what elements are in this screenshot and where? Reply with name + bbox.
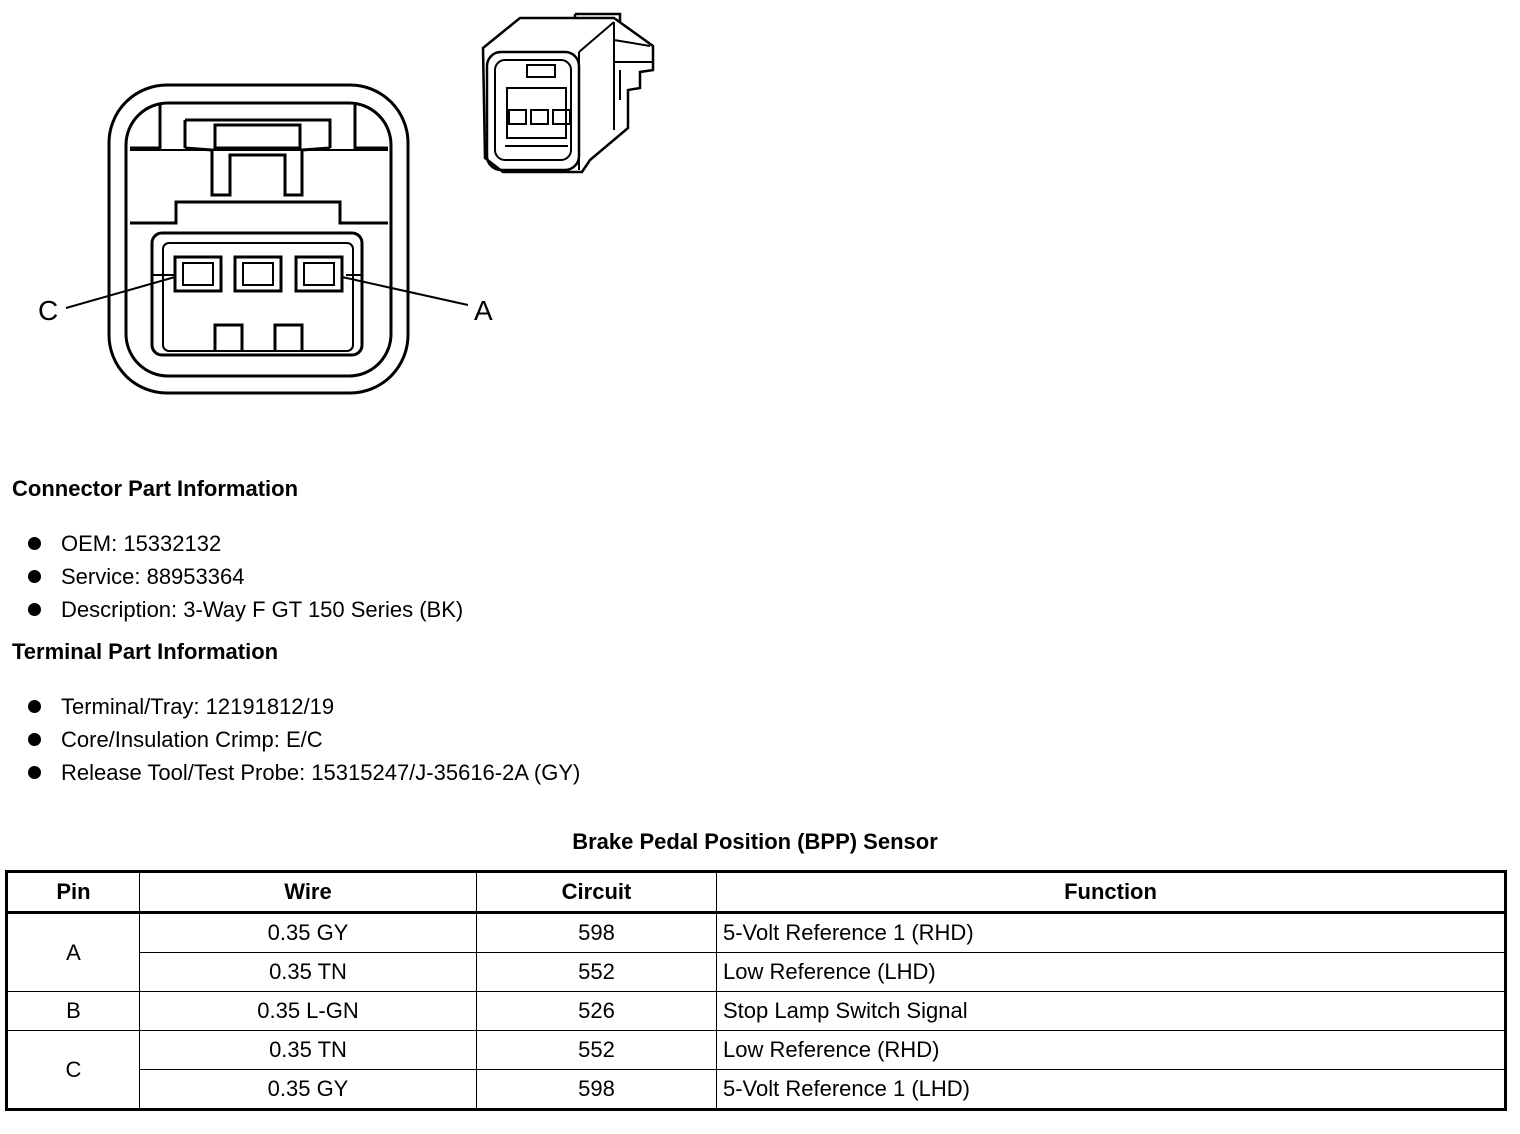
- connector-info-oem: OEM: 15332132: [61, 531, 222, 556]
- connector-info-heading: Connector Part Information: [12, 476, 299, 501]
- wire-cell: 0.35 GY: [140, 913, 477, 953]
- bullet-icon: [28, 537, 41, 550]
- pin-a-callout: A: [474, 295, 493, 326]
- wire-cell: 0.35 TN: [140, 953, 477, 992]
- table-title: Brake Pedal Position (BPP) Sensor: [572, 829, 938, 854]
- table-row: [7, 1070, 1506, 1110]
- function-cell: 5-Volt Reference 1 (RHD): [717, 913, 1506, 953]
- function-cell: 5-Volt Reference 1 (LHD): [717, 1070, 1506, 1110]
- table-row: [7, 992, 1506, 1031]
- terminal-info-list: [28, 690, 580, 789]
- pinout-table: [5, 870, 1507, 1111]
- header-wire: Wire: [140, 872, 477, 913]
- function-cell: Stop Lamp Switch Signal: [717, 992, 1506, 1031]
- terminal-info-crimp: Core/Insulation Crimp: E/C: [61, 727, 323, 752]
- circuit-cell: 526: [477, 992, 717, 1031]
- connector-info-service: Service: 88953364: [61, 564, 245, 589]
- pin-cell: A: [7, 913, 140, 992]
- header-pin: Pin: [7, 872, 140, 913]
- list-item: [28, 723, 580, 756]
- connector-iso-view: [483, 14, 653, 172]
- header-function: Function: [717, 872, 1506, 913]
- pin-c-callout: C: [38, 295, 59, 326]
- connector-info-list: [28, 527, 463, 626]
- circuit-cell: 598: [477, 913, 717, 953]
- circuit-cell: 552: [477, 953, 717, 992]
- circuit-cell: 598: [477, 1070, 717, 1110]
- pin-cell: B: [7, 992, 140, 1031]
- table-row: [7, 913, 1506, 953]
- bullet-icon: [28, 766, 41, 779]
- bullet-icon: [28, 570, 41, 583]
- table-header-row: [7, 872, 1506, 913]
- list-item: [28, 560, 463, 593]
- wire-cell: 0.35 TN: [140, 1031, 477, 1070]
- terminal-info-tray: Terminal/Tray: 12191812/19: [61, 694, 335, 719]
- circuit-cell: 552: [477, 1031, 717, 1070]
- connector-info-description: Description: 3-Way F GT 150 Series (BK): [61, 597, 464, 622]
- wire-cell: 0.35 L-GN: [140, 992, 477, 1031]
- list-item: [28, 756, 580, 789]
- bullet-icon: [28, 733, 41, 746]
- header-circuit: Circuit: [477, 872, 717, 913]
- function-cell: Low Reference (LHD): [717, 953, 1506, 992]
- list-item: [28, 690, 580, 723]
- connector-diagram: [0, 0, 700, 420]
- table-row: [7, 1031, 1506, 1070]
- wire-cell: 0.35 GY: [140, 1070, 477, 1110]
- list-item: [28, 593, 463, 626]
- connector-face-view: [66, 85, 468, 393]
- terminal-info-heading: Terminal Part Information: [12, 639, 279, 664]
- pin-cell: C: [7, 1031, 140, 1110]
- function-cell: Low Reference (RHD): [717, 1031, 1506, 1070]
- bullet-icon: [28, 700, 41, 713]
- bullet-icon: [28, 603, 41, 616]
- list-item: [28, 527, 463, 560]
- table-row: [7, 953, 1506, 992]
- terminal-info-tool: Release Tool/Test Probe: 15315247/J-35616-2A (GY): [61, 760, 581, 785]
